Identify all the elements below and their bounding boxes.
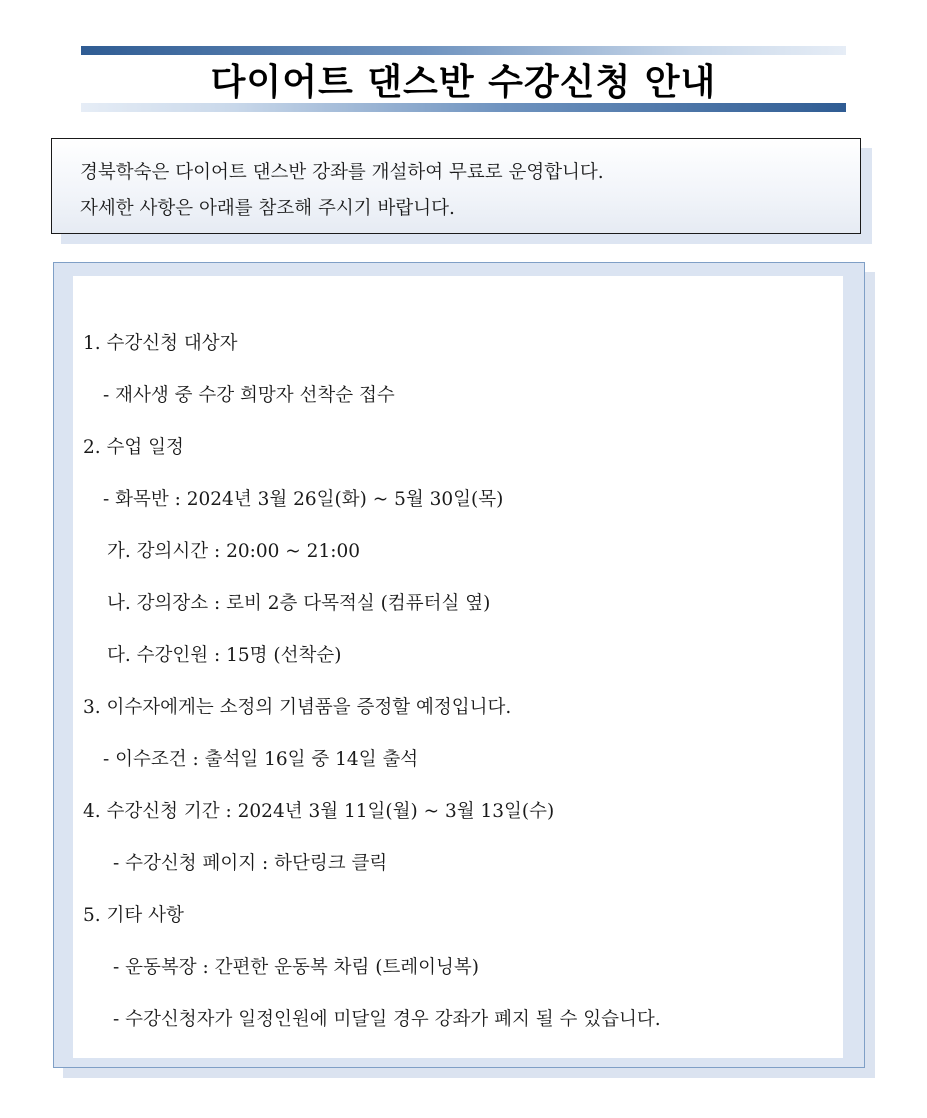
section-5-dress: - 운동복장 : 간편한 운동복 차림 (트레이닝복) [113,957,480,978]
section-3-item: - 이수조건 : 출석일 16일 중 14일 출석 [103,749,419,770]
section-1-item: - 재사생 중 수강 희망자 선착순 접수 [103,385,395,406]
intro-line-1: 경북학숙은 다이어트 댄스반 강좌를 개설하여 무료로 운영합니다. [80,162,604,183]
section-2-heading: 2. 수업 일정 [83,437,184,458]
intro-line-2: 자세한 사항은 아래를 참조해 주시기 바랍니다. [80,198,455,219]
section-1-heading: 1. 수강신청 대상자 [83,333,238,354]
content-box [53,262,865,1068]
content-panel [73,276,843,1058]
section-2-schedule: - 화목반 : 2024년 3월 26일(화) ~ 5월 30일(목) [103,489,504,510]
section-2-place: 나. 강의장소 : 로비 2층 다목적실 (컴퓨터실 옆) [107,593,491,614]
intro-box [51,138,861,234]
section-2-capacity: 다. 수강인원 : 15명 (선착순) [107,645,342,666]
title-bar-bottom [81,103,846,112]
section-2-time: 가. 강의시간 : 20:00 ~ 21:00 [107,541,361,562]
section-4-item: - 수강신청 페이지 : 하단링크 클릭 [113,853,388,874]
section-5-note: - 수강신청자가 일정인원에 미달일 경우 강좌가 폐지 될 수 있습니다. [113,1009,661,1030]
section-3-heading: 3. 이수자에게는 소정의 기념품을 증정할 예정입니다. [83,697,512,718]
section-4-heading: 4. 수강신청 기간 : 2024년 3월 11일(월) ~ 3월 13일(수) [83,801,555,822]
page-title: 다이어트 댄스반 수강신청 안내 [210,61,717,103]
section-5-heading: 5. 기타 사항 [83,905,184,926]
